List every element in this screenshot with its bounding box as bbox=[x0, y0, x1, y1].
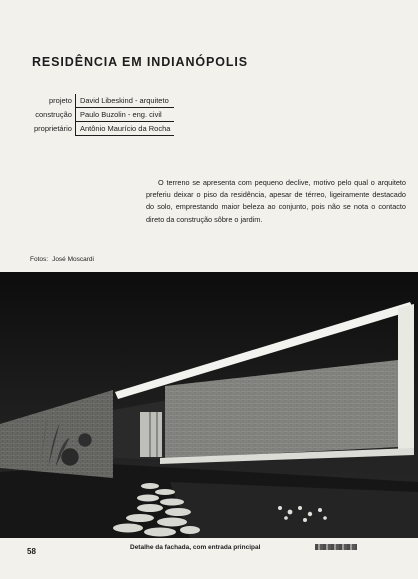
credit-row bbox=[30, 108, 174, 122]
credit-row bbox=[30, 94, 174, 108]
credits-table bbox=[30, 94, 174, 136]
credit-role: proprietário bbox=[30, 122, 75, 136]
credit-name: Antônio Maurício da Rocha bbox=[75, 122, 174, 136]
credit-name: Paulo Buzolin - eng. civil bbox=[75, 108, 174, 122]
page-number: 58 bbox=[27, 547, 36, 556]
photo-credit-name: José Moscardi bbox=[52, 256, 94, 263]
article-title: RESIDÊNCIA EM INDIANÓPOLIS bbox=[32, 55, 249, 69]
credit-name: David Libeskind - arquiteto bbox=[75, 94, 174, 108]
body-paragraph: O terreno se apresenta com pequeno declive, motivo pelo qual o arquiteto preferiu deixar o piso da residência, apesar de térreo, ligeiramente destacado do solo, emprestando maior beleza ao conjunto, pois não se nota o contacto direto da construção sôbre o jardim. bbox=[146, 178, 406, 224]
credit-role: construção bbox=[30, 108, 75, 122]
credit-row bbox=[30, 122, 174, 136]
photo-credit bbox=[30, 256, 94, 263]
photo-credit-label: Fotos: bbox=[30, 256, 49, 263]
credit-role: projeto bbox=[30, 94, 75, 108]
photo-caption: Detalhe da fachada, com entrada principal bbox=[130, 544, 261, 551]
house-facade-photo bbox=[0, 272, 418, 538]
print-mark bbox=[315, 544, 357, 550]
